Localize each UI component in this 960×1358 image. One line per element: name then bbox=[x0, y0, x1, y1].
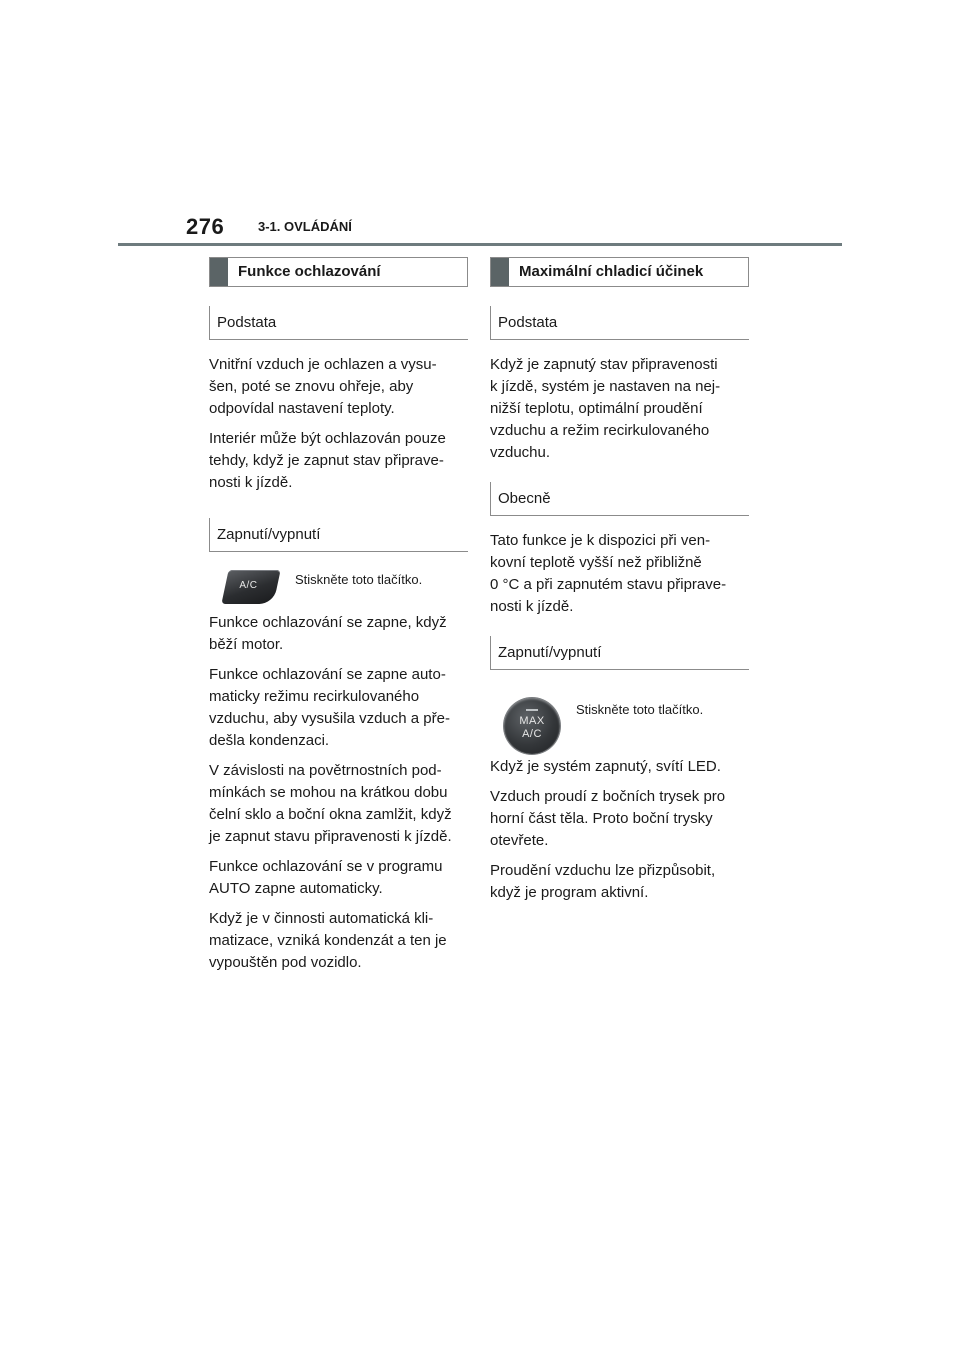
left-column bbox=[209, 257, 468, 974]
text-line: šen, poté se znovu ohřeje, aby bbox=[209, 378, 414, 395]
ac-button-label: A/C bbox=[239, 580, 258, 591]
text-line: Tato funkce je k dispozici při ven- bbox=[490, 532, 711, 549]
paragraph bbox=[209, 428, 468, 494]
text-line: Když je v činnosti automatická kli- bbox=[209, 910, 434, 927]
text-line: 0 °C a při zapnutém stavu připrave- bbox=[490, 576, 727, 593]
paragraph bbox=[209, 908, 468, 974]
section-title-max-cooling bbox=[490, 257, 749, 287]
text-line: Když je zapnutý stav připravenosti bbox=[490, 356, 718, 373]
text-line: tehdy, když je zapnut stav připrave- bbox=[209, 452, 444, 469]
subhead-on-off: Zapnutí/vypnutí bbox=[490, 636, 749, 670]
text-line: Vzduch proudí z bočních trysek pro bbox=[490, 788, 726, 805]
button-instruction bbox=[490, 698, 749, 764]
paragraph bbox=[209, 760, 468, 848]
subhead-basics: Podstata bbox=[209, 306, 468, 340]
button-caption: Stiskněte toto tlačítko. bbox=[576, 702, 704, 717]
led-indicator bbox=[526, 709, 538, 711]
text-line: je zapnut stavu připravenosti k jízdě. bbox=[209, 828, 452, 845]
text-line: čelní sklo a boční okna zamlžit, když bbox=[209, 806, 452, 823]
text-line: vypouštěn pod vozidlo. bbox=[209, 954, 362, 971]
max-button-label-2: A/C bbox=[522, 728, 542, 740]
text-line: Proudění vzduchu lze přizpůsobit, bbox=[490, 862, 716, 879]
text-line: nosti k jízdě. bbox=[209, 474, 293, 491]
paragraph bbox=[490, 860, 749, 904]
text-line: když je program aktivní. bbox=[490, 884, 649, 901]
chapter-title: 3-1. OVLÁDÁNÍ bbox=[258, 219, 352, 234]
text-line: AUTO zapne automaticky. bbox=[209, 880, 383, 897]
text-line: nižší teplotu, optimální proudění bbox=[490, 400, 703, 417]
text-line: k jízdě, systém je nastaven na nej- bbox=[490, 378, 721, 395]
button-caption: Stiskněte toto tlačítko. bbox=[295, 572, 423, 587]
text-line: vzduchu a režim recirkulovaného bbox=[490, 422, 710, 439]
paragraph bbox=[209, 354, 468, 420]
text-line: odpovídal nastavení teploty. bbox=[209, 400, 395, 417]
paragraph bbox=[490, 354, 749, 464]
subhead-general: Obecně bbox=[490, 482, 749, 516]
text-line: vzduchu, aby vysušila vzduch a pře- bbox=[209, 710, 450, 727]
paragraph bbox=[490, 530, 749, 618]
right-column bbox=[490, 257, 749, 904]
section-marker bbox=[491, 258, 509, 286]
header-rule bbox=[118, 243, 842, 246]
text-line: Funkce ochlazování se zapne auto- bbox=[209, 666, 446, 683]
page-number: 276 bbox=[186, 214, 225, 239]
text-line: Když je systém zapnutý, svítí LED. bbox=[490, 758, 721, 775]
subhead-basics: Podstata bbox=[490, 306, 749, 340]
subhead-on-off: Zapnutí/vypnutí bbox=[209, 518, 468, 552]
text-line: kovní teplotě vyšší než přibližně bbox=[490, 554, 702, 571]
text-line: horní část těla. Proto boční trysky bbox=[490, 810, 713, 827]
paragraph bbox=[490, 786, 749, 852]
section-title-text: Maximální chladicí účinek bbox=[519, 263, 704, 280]
max-button-label-1: MAX bbox=[519, 715, 545, 727]
section-title-text: Funkce ochlazování bbox=[238, 263, 381, 280]
text-line: Interiér může být ochlazován pouze bbox=[209, 430, 446, 447]
text-line: běží motor. bbox=[209, 636, 284, 653]
section-marker bbox=[210, 258, 228, 286]
ac-button-image bbox=[221, 570, 280, 604]
text-line: Funkce ochlazování se zapne, když bbox=[209, 614, 447, 631]
text-line: maticky režimu recirkulovaného bbox=[209, 688, 420, 705]
section-title-cooling bbox=[209, 257, 468, 287]
text-line: dešla kondenzaci. bbox=[209, 732, 330, 749]
text-line: Funkce ochlazování se v programu bbox=[209, 858, 443, 875]
max-ac-button-image bbox=[504, 698, 560, 754]
text-line: otevřete. bbox=[490, 832, 549, 849]
text-line: V závislosti na povětrnostních pod- bbox=[209, 762, 442, 779]
paragraph bbox=[209, 664, 468, 752]
paragraph bbox=[209, 856, 468, 900]
text-line: mínkách se mohou na krátkou dobu bbox=[209, 784, 448, 801]
text-line: matizace, vzniká kondenzát a ten je bbox=[209, 932, 447, 949]
text-line: vzduchu. bbox=[490, 444, 551, 461]
button-instruction bbox=[209, 566, 468, 624]
text-line: nosti k jízdě. bbox=[490, 598, 574, 615]
text-line: Vnitřní vzduch je ochlazen a vysu- bbox=[209, 356, 437, 373]
